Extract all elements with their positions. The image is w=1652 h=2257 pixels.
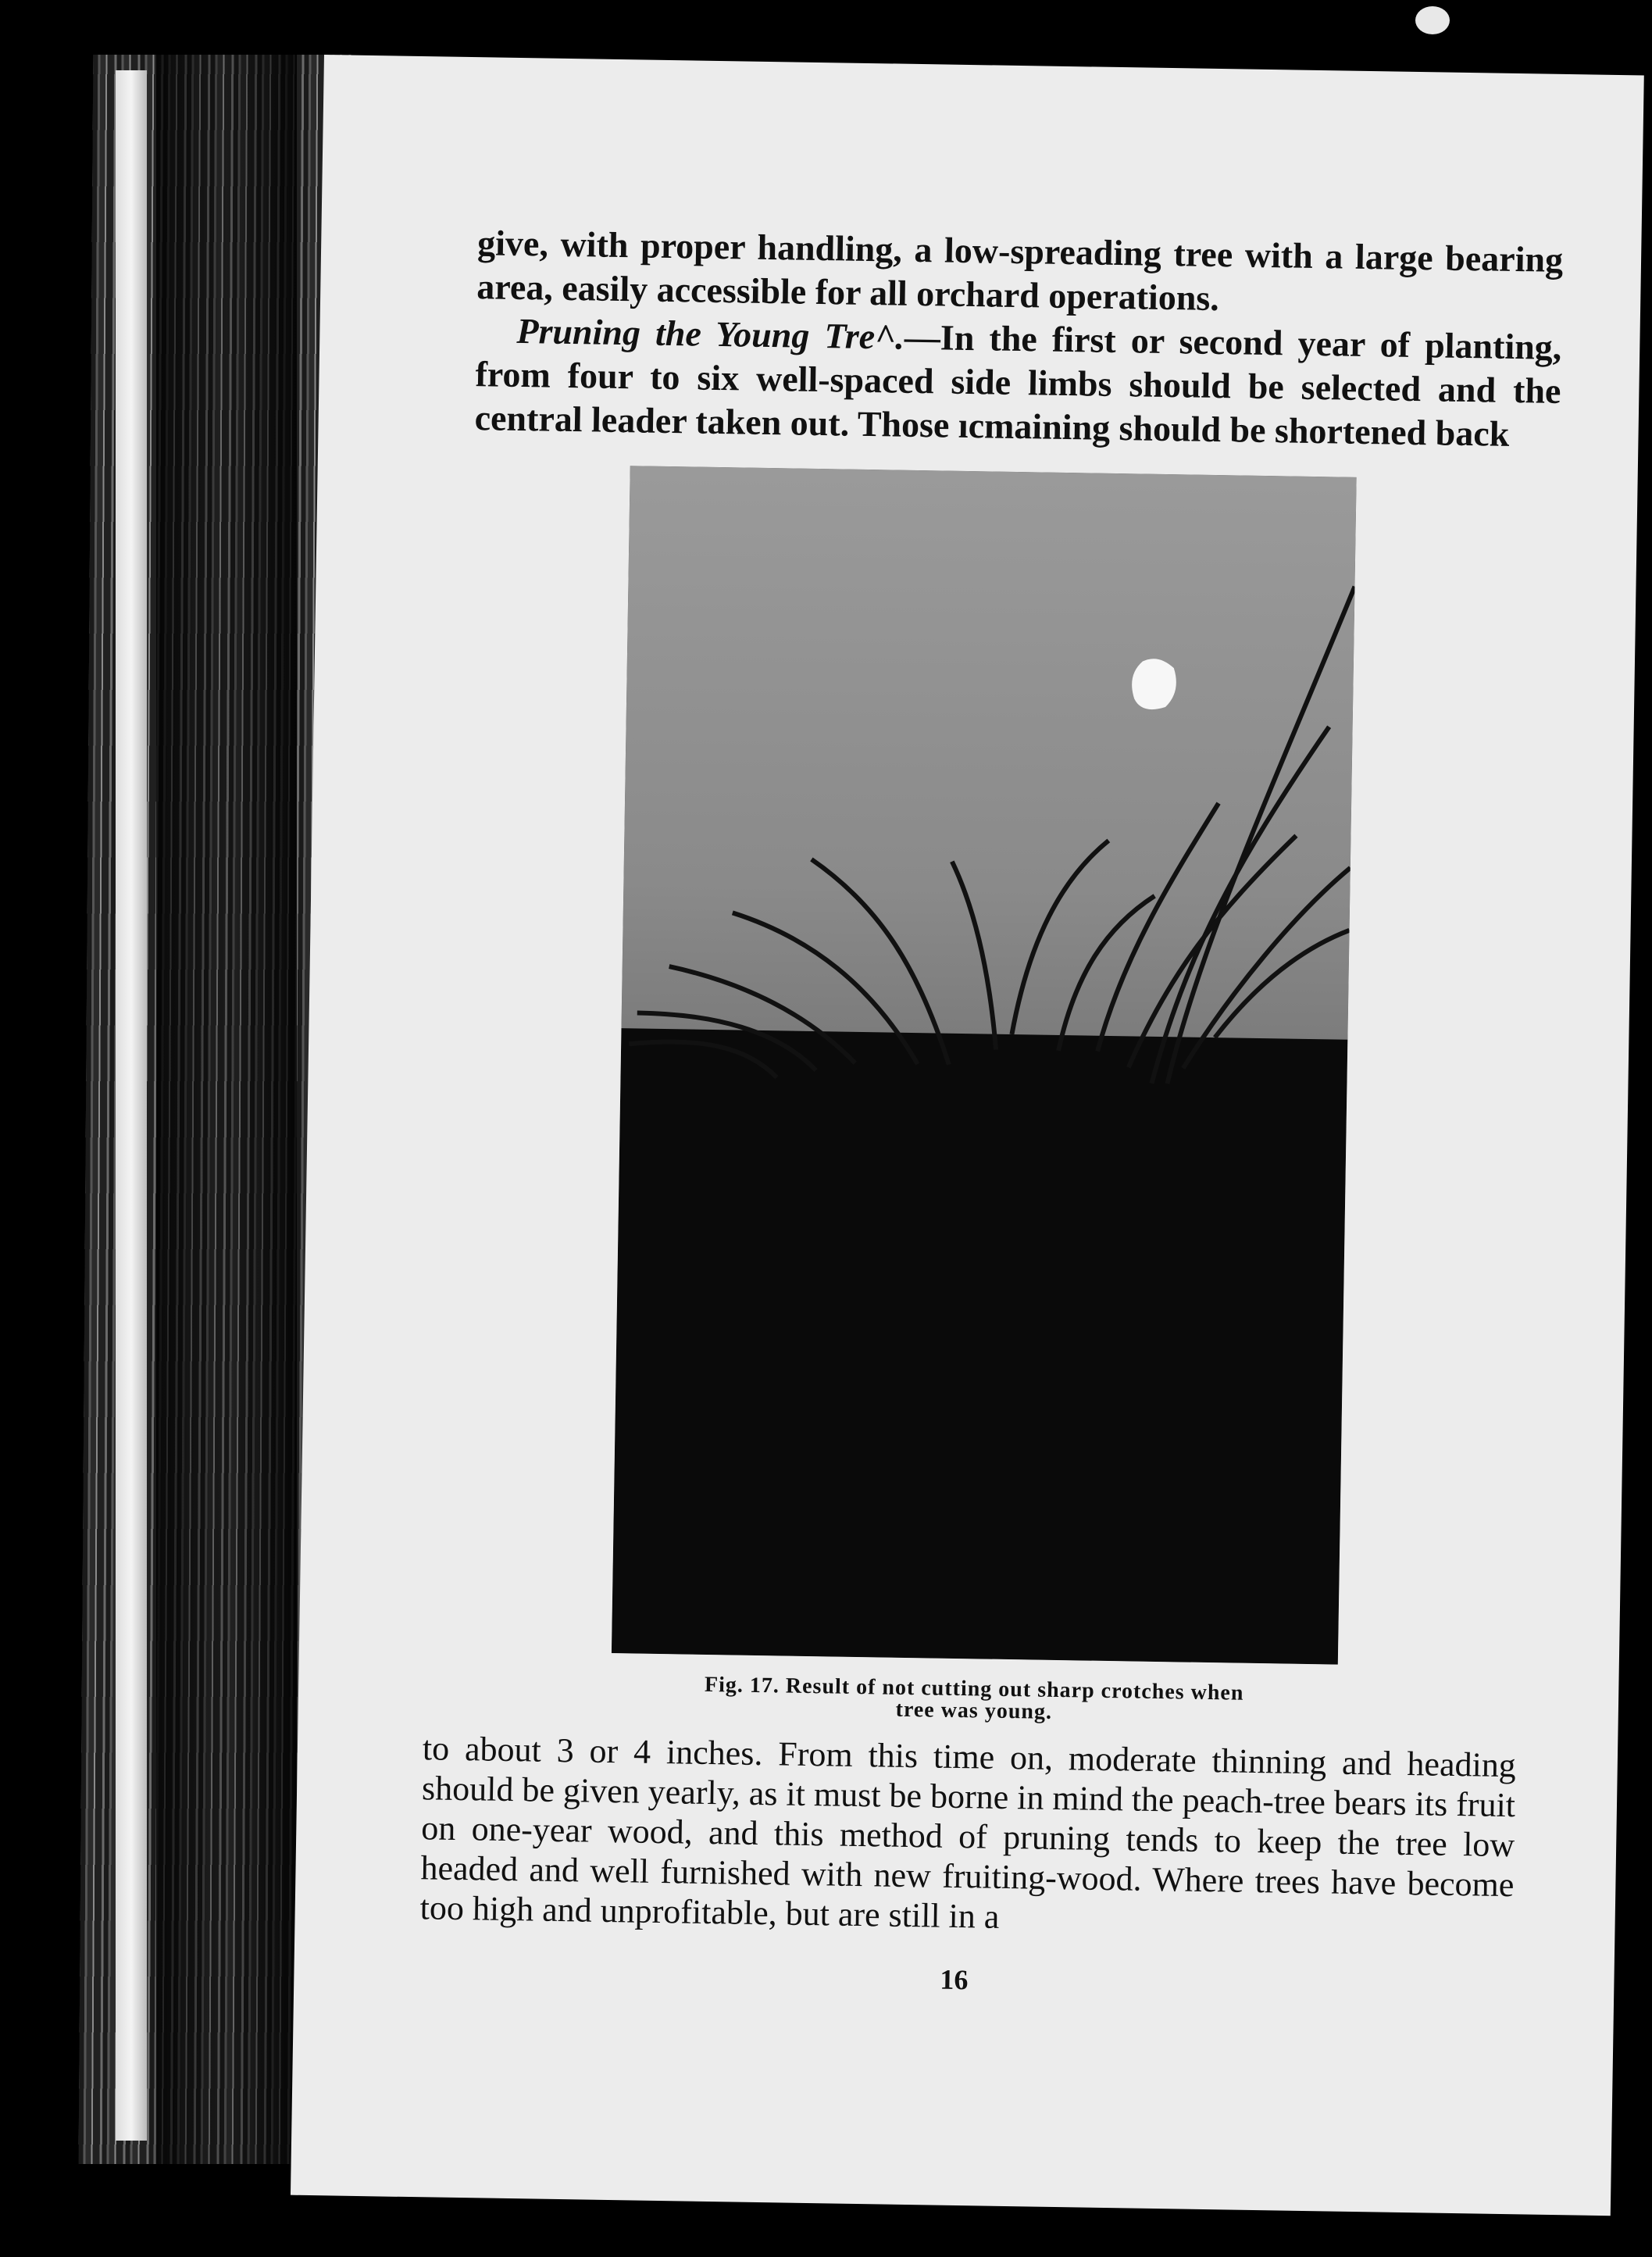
paragraph-1: give, with proper handling, a low-spreading tree with a large bearing area, easily accessible for all orchard operations. (476, 223, 1564, 319)
photo-dark-foliage (612, 1028, 1347, 1665)
page-number: 16 (940, 1963, 969, 1996)
caption-line-2: tree was young. (895, 1697, 1053, 1724)
page-edge-highlight (116, 70, 147, 2141)
book-page (291, 55, 1644, 2216)
figure-caption (611, 1673, 1338, 1728)
figure-photograph (612, 466, 1357, 1664)
paragraph-2 (474, 309, 1561, 457)
section-heading-pruning-young-tree: Pruning the Young Tre^. (516, 310, 905, 357)
top-text-block (474, 221, 1563, 457)
scan-artifact-spot (1415, 6, 1450, 34)
bottom-text-block (419, 1728, 1516, 1945)
caption-line-1: Fig. 17. Result of not cutting out sharp crotches when (704, 1672, 1244, 1705)
paragraph-2-body: —In the first or second year of planting, from four to six well-spaced side limbs should be selected and the central leader taken out. Those ıcmaining should be shortened back (474, 316, 1562, 454)
page-edge-shadow (156, 55, 297, 2164)
tree-photo-illustration (612, 466, 1357, 1664)
paragraph-3: to about 3 or 4 inches. From this time on, moderate thinning and heading should be given yearly, as it must be borne in mind the peach-tree bears its fruit on one-year wood, and this method of pruning tends to keep the tree low headed and well furnished with new fruiting-wood. Where trees have become too high and unprofitable, but are still in a (419, 1729, 1517, 1936)
